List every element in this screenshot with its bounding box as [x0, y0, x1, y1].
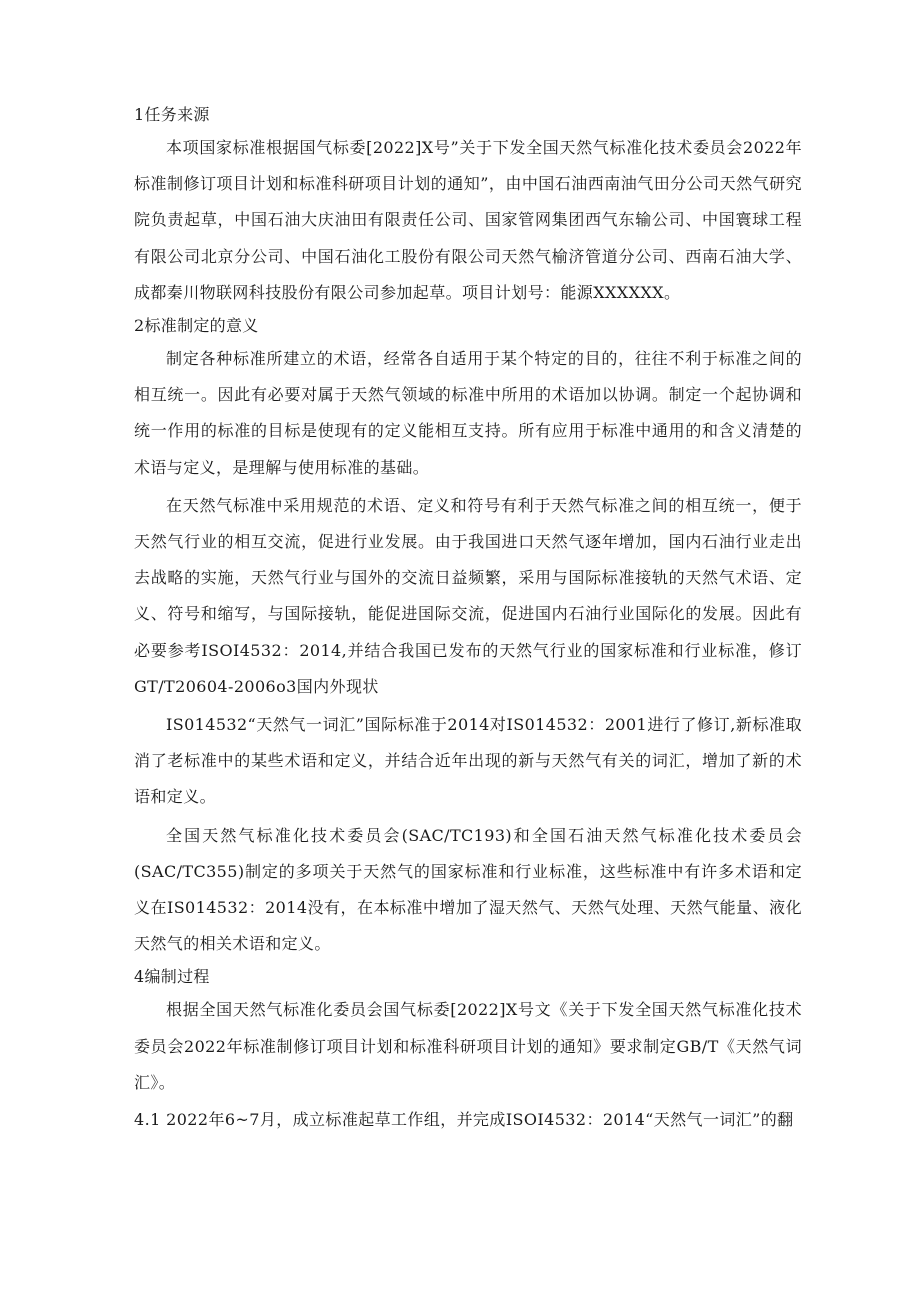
paragraph-significance-1: 制定各种标准所建立的术语，经常各自适用于某个特定的目的，往往不利于标准之间的相互统一。因此有必要对属于天然气领域的标准中所用的术语加以协调。制定一个起协调和统一作用的标准的目标是使现有的定义能相互支持。所有应用于标准中通用的和含义清楚的术语与定义，是理解与使用标准的基础。	[134, 349, 802, 477]
list-item-4-1: 4.1 2022年6~7月，成立标准起草工作组，并完成ISOI4532：2014“天然气一词汇”的翻	[134, 1110, 794, 1130]
document-body	[134, 100, 802, 1135]
paragraph-significance-2: 在天然气标准中采用规范的术语、定义和符号有利于天然气标准之间的相互统一，便于天然气行业的相互交流，促进行业发展。由于我国进口天然气逐年增加，国内石油行业走出去战略的实施，天然气行业与国外的交流日益频繁，采用与国际标准接轨的天然气术语、定义、符号和缩写，与国际接轨，能促进国际交流，促进国内石油行业国际化的发展。因此有必要参考ISOI4532：2014,并结合我国已发布的天然气行业的国家标准和行业标准，修订GT/T20604-2006o3国内外现状	[134, 495, 802, 696]
paragraph-status-1: IS014532“天然气一词汇”国际标准于2014对IS014532：2001进行了修订,新标准取消了老标准中的某些术语和定义，并结合近年出现的新与天然气有关的词汇，增加了新的术语和定义。	[134, 715, 802, 807]
paragraph-status-2: 全国天然气标准化技术委员会(SAC/TC193)和全国石油天然气标准化技术委员会(SAC/TC355)制定的多项关于天然气的国家标准和行业标准，这些标准中有许多术语和定义在IS014532：2014没有，在本标准中增加了湿天然气、天然气处理、天然气能量、液化天然气的相关术语和定义。	[134, 825, 802, 954]
paragraph-process: 根据全国天然气标准化委员会国气标委[2022]X号文《关于下发全国天然气标准化技术委员会2022年标准制修订项目计划和标准科研项目计划的通知》要求制定GB/T《天然气词汇》。	[134, 1000, 802, 1092]
paragraph-task-source: 本项国家标准根据国气标委[2022]X号”关于下发全国天然气标准化技术委员会2022年标准制修订项目计划和标准科研项目计划的通知”，由中国石油西南油气田分公司天然气研究院负责起草，中国石油大庆油田有限责任公司、国家管网集团西气东输公司、中国寰球工程有限公司北京分公司、中国石油化工股份有限公司天然气榆济管道分公司、西南石油大学、成都秦川物联网科技股份有限公司参加起草。项目计划号：能源XXXXXX。	[134, 138, 802, 302]
section-heading-significance: 2标准制定的意义	[134, 316, 259, 336]
section-heading-process: 4编制过程	[134, 967, 210, 987]
section-heading-task-source: 1任务来源	[134, 105, 210, 124]
